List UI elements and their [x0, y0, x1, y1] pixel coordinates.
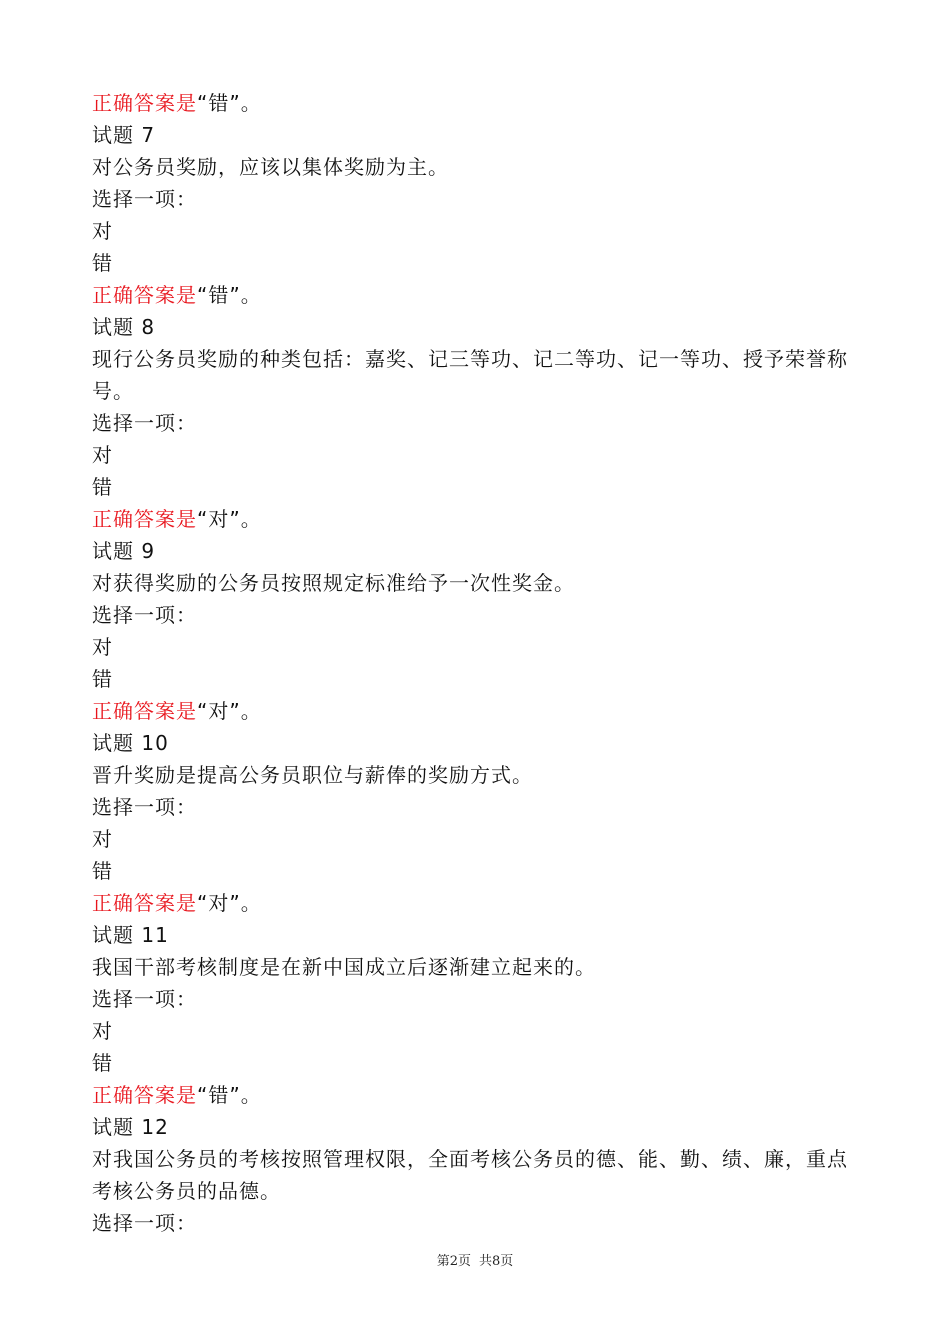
- answer-label: 正确答案是: [92, 507, 197, 531]
- answer-label: 正确答案是: [92, 699, 197, 723]
- page-number: 第2页: [436, 1254, 471, 1269]
- answer-value: “错”。: [197, 283, 262, 307]
- answer-value: “错”。: [197, 91, 262, 115]
- option-false[interactable]: 错: [92, 859, 113, 883]
- option-false[interactable]: 错: [92, 667, 113, 691]
- answer-value: “对”。: [197, 699, 262, 723]
- question-text: 对我国公务员的考核按照管理权限，全面考核公务员的德、能、勤、绩、廉，重点考核公务员的品德。: [92, 1147, 848, 1203]
- question-block: [92, 311, 862, 535]
- page-total: 共8页: [479, 1254, 514, 1269]
- question-title: 试题 11: [92, 923, 169, 947]
- question-text: 对公务员奖励，应该以集体奖励为主。: [92, 155, 449, 179]
- choice-prompt: 选择一项：: [92, 187, 197, 211]
- question-title: 试题 12: [92, 1115, 169, 1139]
- answer-line: [92, 1079, 862, 1111]
- choice-prompt: 选择一项：: [92, 411, 197, 435]
- answer-label: 正确答案是: [92, 91, 197, 115]
- document-body: [92, 87, 862, 1239]
- option-false[interactable]: 错: [92, 475, 113, 499]
- question-block: [92, 919, 862, 1111]
- option-true[interactable]: 对: [92, 1019, 113, 1043]
- answer-label: 正确答案是: [92, 891, 197, 915]
- question-title: 试题 7: [92, 123, 156, 147]
- answer-value: “对”。: [197, 891, 262, 915]
- option-true[interactable]: 对: [92, 827, 113, 851]
- question-text: 现行公务员奖励的种类包括：嘉奖、记三等功、记二等功、记一等功、授予荣誉称号。: [92, 347, 848, 403]
- question-title: 试题 9: [92, 539, 156, 563]
- answer-line: [92, 87, 862, 119]
- choice-prompt: 选择一项：: [92, 603, 197, 627]
- question-title: 试题 8: [92, 315, 156, 339]
- option-true[interactable]: 对: [92, 443, 113, 467]
- option-false[interactable]: 错: [92, 251, 113, 275]
- question-text: 晋升奖励是提高公务员职位与薪俸的奖励方式。: [92, 763, 533, 787]
- question-text: 对获得奖励的公务员按照规定标准给予一次性奖金。: [92, 571, 575, 595]
- question-block: [92, 535, 862, 727]
- option-true[interactable]: 对: [92, 635, 113, 659]
- answer-line: [92, 695, 862, 727]
- answer-value: “错”。: [197, 1083, 262, 1107]
- answer-line: [92, 503, 862, 535]
- question-block: [92, 1111, 862, 1239]
- answer-label: 正确答案是: [92, 283, 197, 307]
- option-false[interactable]: 错: [92, 1051, 113, 1075]
- question-block: [92, 119, 862, 311]
- option-true[interactable]: 对: [92, 219, 113, 243]
- answer-line: [92, 887, 862, 919]
- answer-value: “对”。: [197, 507, 262, 531]
- choice-prompt: 选择一项：: [92, 987, 197, 1011]
- answer-line: [92, 279, 862, 311]
- answer-label: 正确答案是: [92, 1083, 197, 1107]
- question-title: 试题 10: [92, 731, 169, 755]
- question-block: [92, 727, 862, 919]
- choice-prompt: 选择一项：: [92, 1211, 197, 1235]
- choice-prompt: 选择一项：: [92, 795, 197, 819]
- page-footer: [0, 1250, 950, 1269]
- question-text: 我国干部考核制度是在新中国成立后逐渐建立起来的。: [92, 955, 596, 979]
